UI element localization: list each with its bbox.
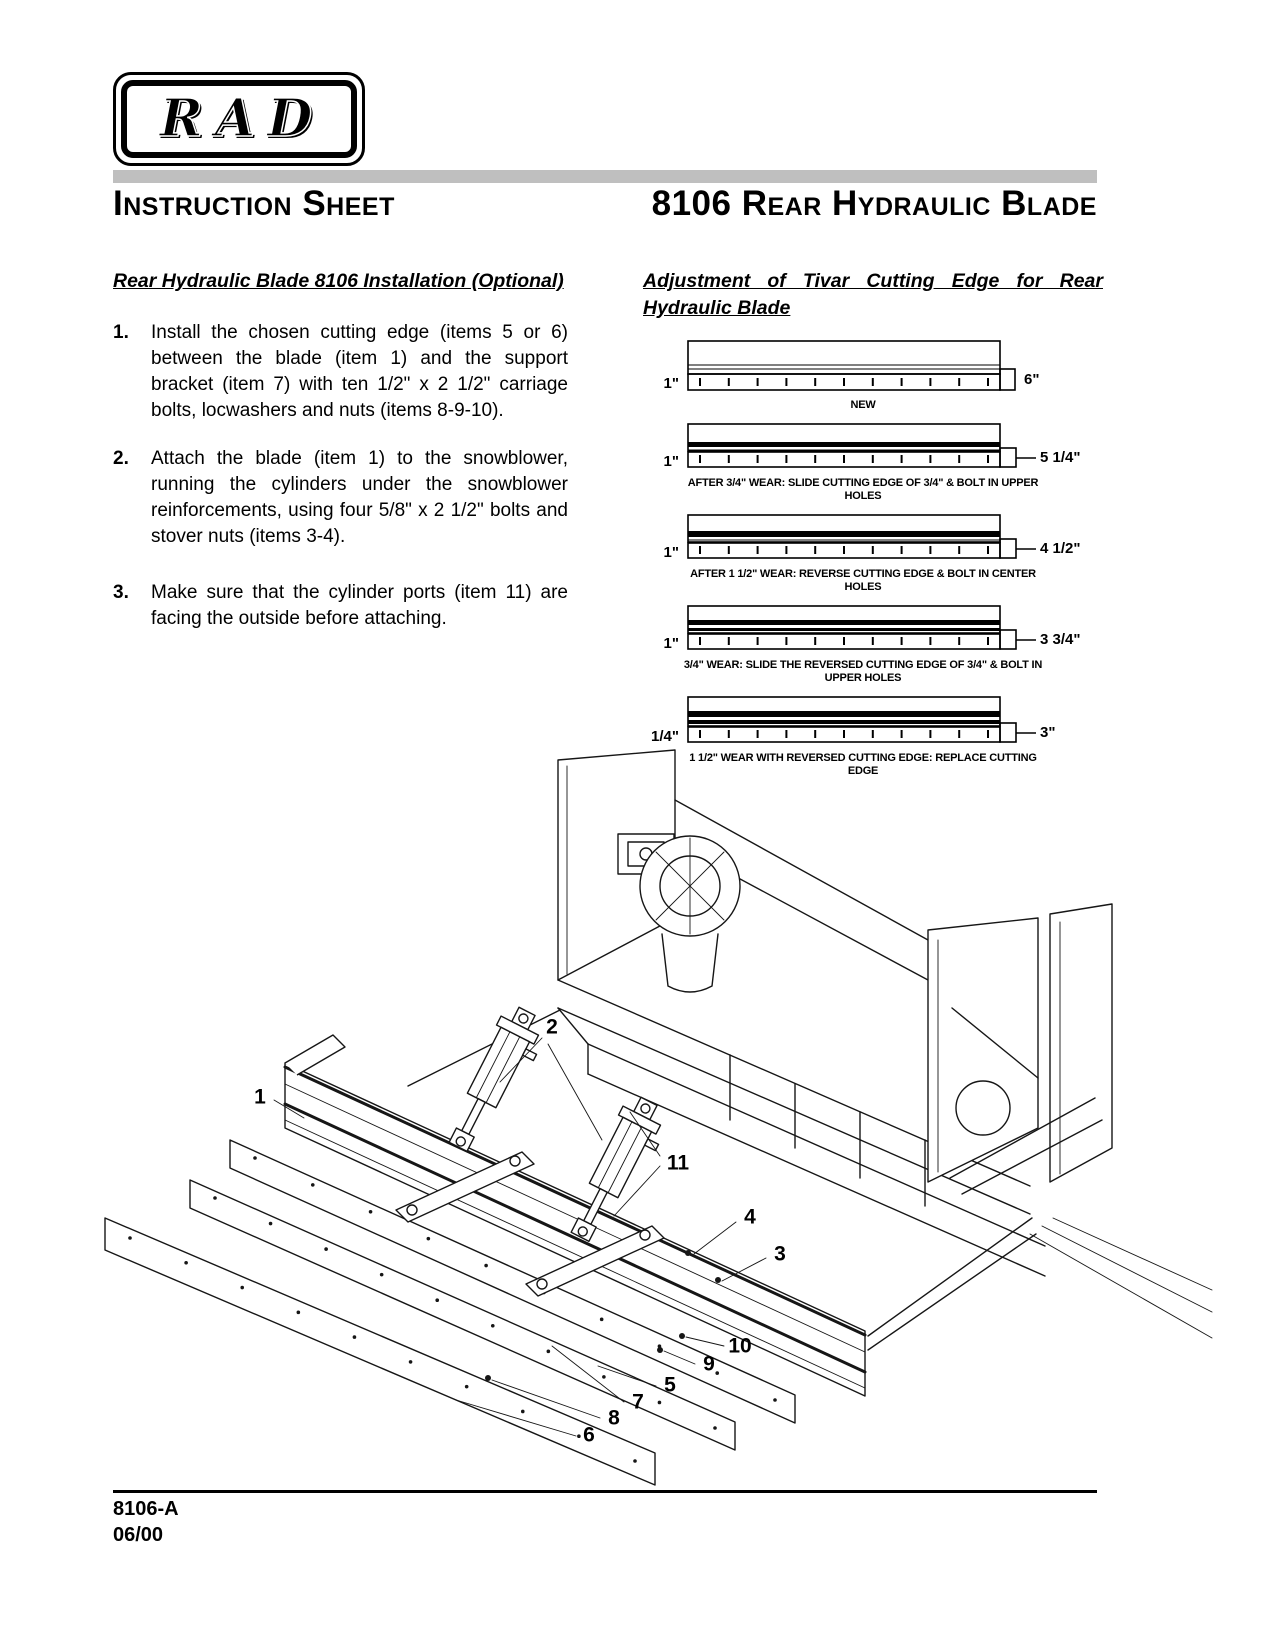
wear-diagrams (643, 338, 1103, 788)
installation-section (113, 268, 568, 654)
footer-rule (113, 1490, 1097, 1493)
part-callout-3: 3 (774, 1242, 786, 1266)
blade-diagram-3 (643, 513, 1103, 594)
blade-drawing (682, 604, 1038, 656)
measurement-right: 3 3/4" (1040, 631, 1081, 648)
doc-date: 06/00 (113, 1524, 164, 1546)
measurement-left: 1" (663, 544, 679, 561)
diagram-caption: 3/4" WEAR: SLIDE THE REVERSED CUTTING EDGE OF 3/4" & BOLT IN UPPER HOLES (683, 659, 1043, 684)
part-callout-4: 4 (744, 1205, 756, 1229)
part-callout-8: 8 (608, 1406, 620, 1430)
step-number: 2. (113, 448, 129, 469)
step-item-1 (113, 320, 568, 424)
blade-assembly (105, 1010, 1036, 1485)
blade-drawing (682, 422, 1038, 474)
diagram-caption: 1 1/2" WEAR WITH REVERSED CUTTING EDGE: REPLACE CUTTING EDGE (689, 752, 1037, 777)
diagram-caption: NEW (850, 399, 876, 411)
doc-title-left: Instruction Sheet (113, 184, 395, 223)
measurement-right: 5 1/4" (1040, 449, 1081, 466)
installation-steps (113, 320, 568, 632)
measurement-right: 4 1/2" (1040, 540, 1081, 557)
part-callout-2: 2 (546, 1015, 558, 1039)
part-callout-9: 9 (703, 1352, 715, 1376)
installation-heading: Rear Hydraulic Blade 8106 Installation (Optional) (113, 270, 564, 292)
rad-logo (113, 72, 365, 166)
step-item-3 (113, 580, 568, 632)
step-number: 1. (113, 322, 129, 343)
logo-frame (121, 80, 357, 158)
measurement-left: 1" (663, 375, 679, 392)
part-callout-1: 1 (254, 1085, 266, 1109)
part-callout-5: 5 (664, 1373, 676, 1397)
hydraulic-cylinder-left (439, 1002, 552, 1160)
diagram-caption: AFTER 1 1/2" WEAR: REVERSE CUTTING EDGE & BOLT IN CENTER HOLES (690, 568, 1036, 593)
blade-diagram-new (643, 338, 1103, 412)
step-text: Make sure that the cylinder ports (item 11) are facing the outside before attaching. (151, 582, 568, 629)
blade-drawing (682, 695, 1038, 749)
exploded-parts-diagram (90, 748, 1220, 1490)
adjustment-heading: Adjustment of Tivar Cutting Edge for Rear Hydraulic Blade (643, 270, 1103, 319)
blade-drawing (682, 338, 1022, 396)
measurement-right: 6" (1024, 371, 1040, 388)
diagram-caption: AFTER 3/4" WEAR: SLIDE CUTTING EDGE OF 3/4" & BOLT IN UPPER HOLES (687, 477, 1039, 502)
part-callout-11: 11 (666, 1151, 690, 1175)
part-callout-6: 6 (583, 1423, 595, 1447)
blade-drawing (682, 513, 1038, 565)
logo-text: RAD (159, 88, 325, 149)
part-callout-7: 7 (632, 1390, 644, 1414)
adjustment-section (643, 268, 1103, 788)
measurement-right: 3" (1040, 724, 1056, 741)
doc-code: 8106-A (113, 1498, 179, 1520)
measurement-left: 1" (663, 635, 679, 652)
part-callout-10: 10 (728, 1334, 752, 1358)
step-item-2 (113, 446, 568, 550)
step-number: 3. (113, 582, 129, 603)
measurement-left: 1" (663, 453, 679, 470)
step-text: Install the chosen cutting edge (items 5 or 6) between the blade (item 1) and the support bracket (item 7) with ten 1/2" x 2 1/2" carriage bolts, locwashers and nuts (items 8-9-10). (151, 322, 568, 421)
step-text: Attach the blade (item 1) to the snowblower, running the cylinders under the snowblower reinforcements, using four 5/8" x 2 1/2" bolts and stover nuts (items 3-4). (151, 448, 568, 547)
blade-diagram-4 (643, 604, 1103, 685)
divider-bar (113, 170, 1097, 183)
blade-diagram-2 (643, 422, 1103, 503)
measurement-left: 1/4" (651, 728, 679, 745)
doc-title-right: 8106 Rear Hydraulic Blade (651, 184, 1097, 223)
header-titles (113, 184, 1097, 224)
